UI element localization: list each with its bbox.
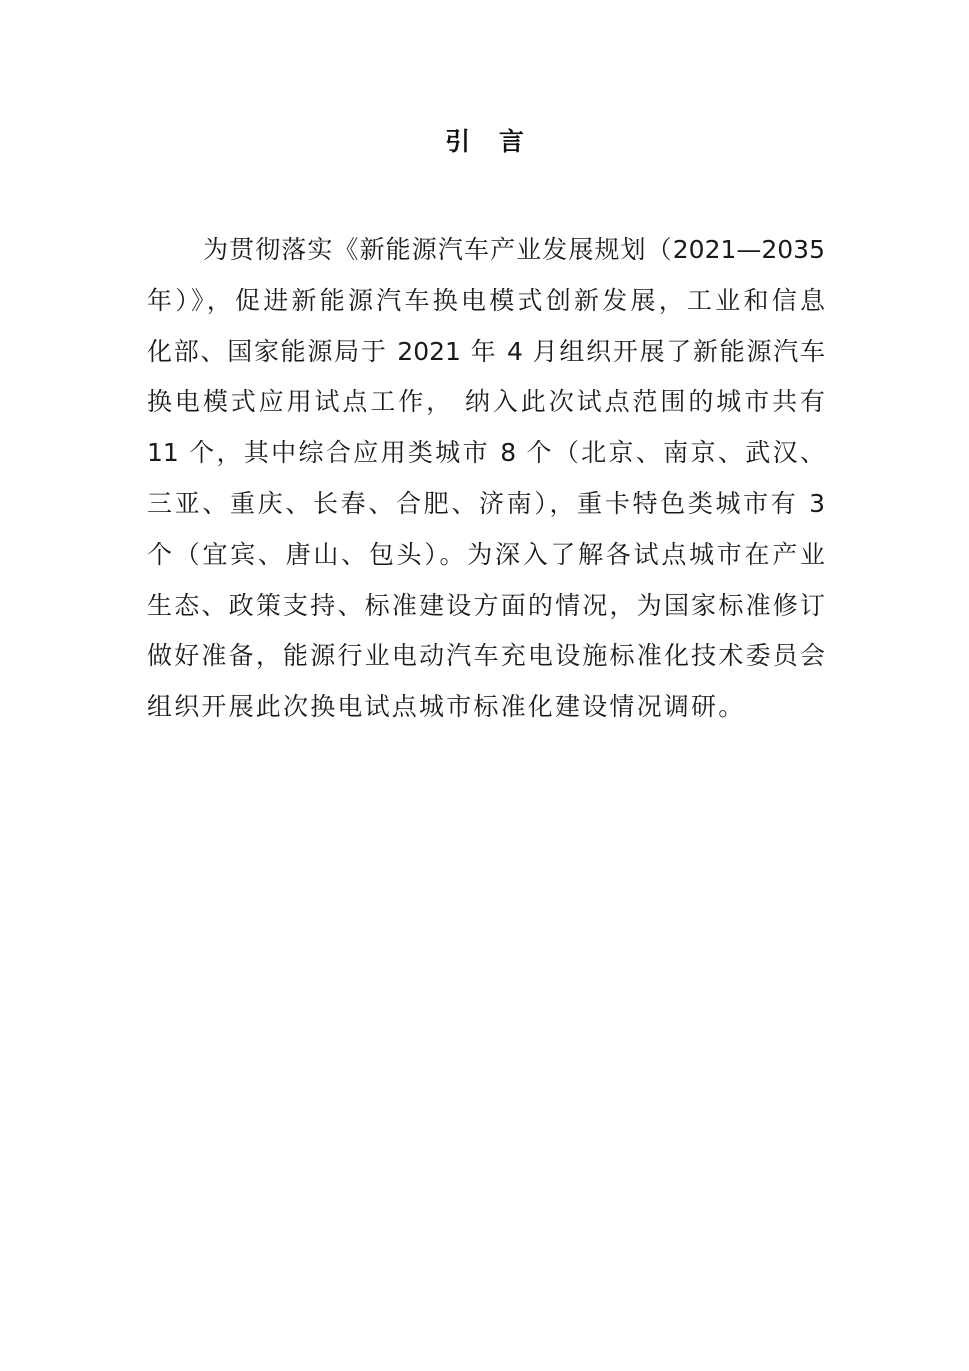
paragraph-line-2: 年）》，促进新能源汽车换电模式创新发展，工业和信息	[147, 285, 825, 315]
paragraph-line-10: 组织开展此次换电试点城市标准化建设情况调研。	[147, 692, 746, 722]
intro-paragraph	[147, 225, 825, 733]
paragraph-line-3: 化部、国家能源局于 2021 年 4 月组织开展了新能源汽车	[147, 336, 825, 366]
paragraph-line-8: 生态、政策支持、标准建设方面的情况，为国家标准修订	[147, 590, 825, 620]
paragraph-line-6: 三亚、重庆、长春、合肥、济南），重卡特色类城市有 3	[147, 488, 825, 518]
paragraph-line-9: 做好准备，能源行业电动汽车充电设施标准化技术委员会	[147, 641, 825, 671]
page-title: 引 言	[445, 127, 534, 156]
paragraph-line-1: 为贯彻落实《新能源汽车产业发展规划（2021—2035	[203, 235, 825, 264]
paragraph-line-7: 个（宜宾、唐山、包头）。为深入了解各试点城市在产业	[147, 539, 825, 569]
paragraph-line-4: 换电模式应用试点工作， 纳入此次试点范围的城市共有	[147, 387, 825, 417]
paragraph-line-5: 11 个，其中综合应用类城市 8 个（北京、南京、武汉、	[147, 438, 825, 468]
